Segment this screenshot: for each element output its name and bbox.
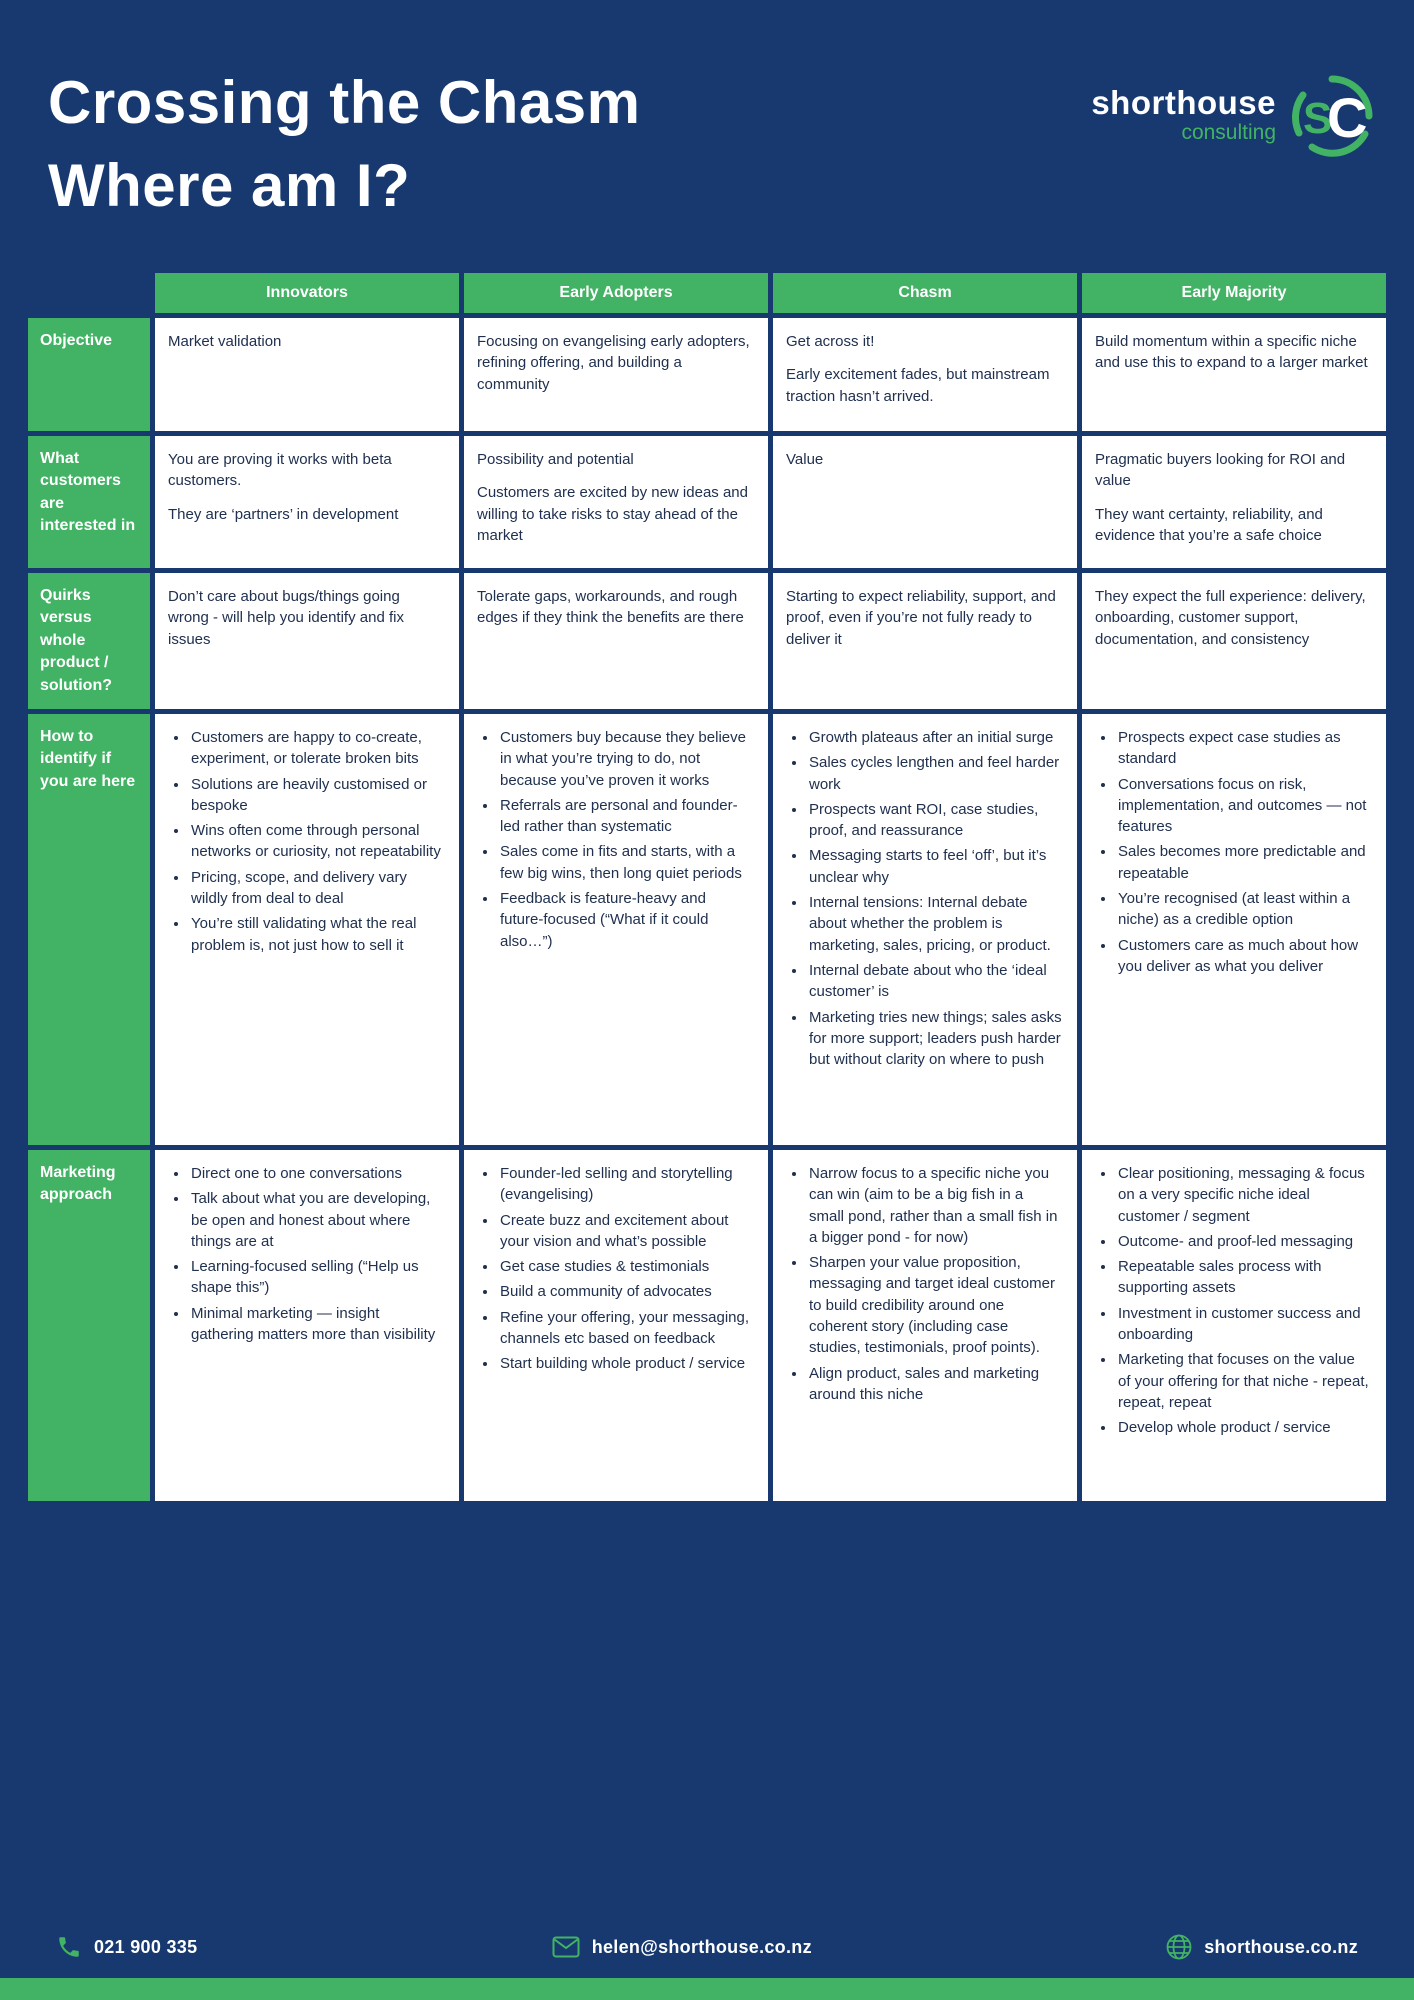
bullet-item: • Messaging starts to feel ‘off’, but it’s unclear why — [807, 845, 1062, 888]
bullet-item: • Solutions are heavily customised or bespoke — [189, 774, 444, 817]
bullet-list — [477, 1163, 753, 1375]
cell-paragraph: They want certainty, reliability, and evidence that you’re a safe choice — [1095, 505, 1323, 544]
bullet-item: • Minimal marketing — insight gathering matters more than visibility — [189, 1303, 444, 1346]
page-title — [48, 62, 640, 228]
bullet-item: • Feedback is feature-heavy and future-focused (“What if it could also…”) — [498, 888, 753, 952]
bullet-item: • You’re recognised (at least within a niche) as a credible option — [1116, 888, 1371, 931]
title-line-1: Crossing the Chasm — [48, 69, 641, 136]
cell-paragraph: Tolerate gaps, workarounds, and rough edges if they think the benefits are there — [477, 588, 744, 627]
bullet-item: • Talk about what you are developing, be open and honest about where things are at — [189, 1188, 444, 1252]
bullet-item: • Sales come in fits and starts, with a few big wins, then long quiet periods — [498, 841, 753, 884]
cell-paragraph: Build momentum within a specific niche and use this to expand to a larger market — [1095, 333, 1368, 372]
bullet-item: • Sales cycles lengthen and feel harder work — [807, 752, 1062, 795]
bullet-item: • Founder-led selling and storytelling (evangelising) — [498, 1163, 753, 1206]
bullet-item: • Align product, sales and marketing around this niche — [807, 1363, 1062, 1406]
cell-what-customers-are-interested-in-innovators — [155, 436, 459, 568]
row-header-marketing-approach: Marketing approach — [28, 1150, 150, 1501]
bullet-list — [168, 1163, 444, 1345]
cell-how-to-identify-if-you-are-here-innovators — [155, 714, 459, 1145]
cell-how-to-identify-if-you-are-here-early-adopters — [464, 714, 768, 1145]
bullet-item: • Conversations focus on risk, implementation, and outcomes — not features — [1116, 774, 1371, 838]
bullet-item: • You’re still validating what the real problem is, not just how to sell it — [189, 913, 444, 956]
cell-marketing-approach-early-majority — [1082, 1150, 1386, 1501]
cell-what-customers-are-interested-in-chasm — [773, 436, 1077, 568]
footer-email[interactable] — [552, 1936, 812, 1958]
cell-paragraph: Value — [786, 451, 824, 468]
bullet-item: • Clear positioning, messaging & focus on a very specific niche ideal customer / segment — [1116, 1163, 1371, 1227]
cell-how-to-identify-if-you-are-here-chasm — [773, 714, 1077, 1145]
bullet-item: • Sharpen your value proposition, messaging and target ideal customer to build credibility around one coherent story (including case studies, testimonials, proof points). — [807, 1252, 1062, 1358]
row-header-how-to-identify-if-you-are-here: How to identify if you are here — [28, 714, 150, 1145]
envelope-icon — [552, 1936, 580, 1958]
cell-marketing-approach-innovators — [155, 1150, 459, 1501]
cell-quirks-versus-whole-product-solution-early-adopters — [464, 573, 768, 709]
bullet-item: • Start building whole product / service — [498, 1353, 753, 1374]
cell-marketing-approach-chasm — [773, 1150, 1077, 1501]
row-header-objective: Objective — [28, 318, 150, 431]
bullet-item: • Growth plateaus after an initial surge — [807, 727, 1062, 748]
cell-paragraph: Possibility and potential — [477, 451, 634, 468]
bullet-list — [168, 727, 444, 956]
bullet-item: • Direct one to one conversations — [189, 1163, 444, 1184]
bullet-item: • Referrals are personal and founder-led rather than systematic — [498, 795, 753, 838]
footer — [56, 1934, 1358, 1960]
bullet-item: • Marketing that focuses on the value of your offering for that niche - repeat, repeat, repeat — [1116, 1349, 1371, 1413]
cell-what-customers-are-interested-in-early-majority — [1082, 436, 1386, 568]
bullet-item: • Pricing, scope, and delivery vary wildly from deal to deal — [189, 867, 444, 910]
svg-text:C: C — [1327, 86, 1368, 149]
bullet-item: • Develop whole product / service — [1116, 1417, 1371, 1438]
bullet-item: • Create buzz and excitement about your vision and what’s possible — [498, 1210, 753, 1253]
bullet-item: • Prospects want ROI, case studies, proof, and reassurance — [807, 799, 1062, 842]
bullet-list — [1095, 727, 1371, 977]
phone-number: 021 900 335 — [94, 1936, 198, 1957]
footer-website[interactable] — [1166, 1934, 1358, 1960]
column-header-innovators: Innovators — [155, 273, 459, 313]
cell-objective-innovators — [155, 318, 459, 431]
bullet-item: • Marketing tries new things; sales asks for more support; leaders push harder but without clarity on where to push — [807, 1007, 1062, 1071]
bullet-item: • Refine your offering, your messaging, channels etc based on feedback — [498, 1307, 753, 1350]
bullet-item: • Learning-focused selling (“Help us shape this”) — [189, 1256, 444, 1299]
title-line-2: Where am I? — [48, 151, 411, 219]
globe-icon — [1166, 1934, 1192, 1960]
sc-monogram-icon — [1290, 74, 1374, 158]
cell-quirks-versus-whole-product-solution-early-majority — [1082, 573, 1386, 709]
bullet-item: • Sales becomes more predictable and repeatable — [1116, 841, 1371, 884]
row-header-what-customers-are-interested-in: What customers are interested in — [28, 436, 150, 568]
cell-paragraph: You are proving it works with beta customers. — [168, 451, 392, 490]
table-corner-cell — [28, 273, 150, 313]
row-header-quirks-versus-whole-product-solution: Quirks versus whole product / solution? — [28, 573, 150, 709]
bullet-item: • Wins often come through personal networks or curiosity, not repeatability — [189, 820, 444, 863]
footer-phone[interactable] — [56, 1934, 197, 1960]
cell-objective-early-majority — [1082, 318, 1386, 431]
cell-marketing-approach-early-adopters — [464, 1150, 768, 1501]
cell-what-customers-are-interested-in-early-adopters — [464, 436, 768, 568]
bullet-item: • Customers care as much about how you deliver as what you deliver — [1116, 935, 1371, 978]
bullet-item: • Internal tensions: Internal debate about whether the problem is marketing, sales, pricing, or product. — [807, 892, 1062, 956]
cell-paragraph: Pragmatic buyers looking for ROI and value — [1095, 451, 1346, 490]
page-header — [48, 62, 1374, 228]
cell-quirks-versus-whole-product-solution-innovators — [155, 573, 459, 709]
bullet-item: • Repeatable sales process with supporting assets — [1116, 1256, 1371, 1299]
bullet-list — [1095, 1163, 1371, 1439]
logo-tagline-text: consulting — [1181, 121, 1276, 145]
cell-how-to-identify-if-you-are-here-early-majority — [1082, 714, 1386, 1145]
cell-paragraph: They expect the full experience: delivery, onboarding, customer support, documentation, and consistency — [1095, 588, 1366, 648]
column-header-early-adopters: Early Adopters — [464, 273, 768, 313]
bullet-item: • Narrow focus to a specific niche you can win (aim to be a big fish in a small pond, rather than a small fish in a bigger pond - for now) — [807, 1163, 1062, 1248]
bullet-item: • Customers buy because they believe in what you’re trying to do, not because you’ve proven it works — [498, 727, 753, 791]
bullet-list — [477, 727, 753, 952]
website-url: shorthouse.co.nz — [1204, 1936, 1358, 1957]
svg-text:S: S — [1303, 94, 1333, 143]
bullet-list — [786, 727, 1062, 1070]
bullet-list — [786, 1163, 1062, 1405]
logo-text — [1091, 83, 1276, 147]
cell-paragraph: Focusing on evangelising early adopters, refining offering, and building a community — [477, 333, 750, 393]
phone-icon — [56, 1934, 82, 1960]
bullet-item: • Internal debate about who the ‘ideal customer’ is — [807, 960, 1062, 1003]
column-header-early-majority: Early Majority — [1082, 273, 1386, 313]
cell-paragraph: Early excitement fades, but mainstream traction hasn’t arrived. — [786, 366, 1050, 405]
bullet-item: • Get case studies & testimonials — [498, 1256, 753, 1277]
cell-objective-chasm — [773, 318, 1077, 431]
chasm-table — [28, 273, 1386, 1501]
logo-brand-text: shorthouse — [1091, 83, 1276, 121]
bullet-item: • Build a community of advocates — [498, 1281, 753, 1302]
footer-accent-bar — [0, 1978, 1414, 2000]
cell-paragraph: Don’t care about bugs/things going wrong - will help you identify and fix issues — [168, 588, 404, 648]
cell-paragraph: They are ‘partners’ in development — [168, 505, 399, 523]
email-address: helen@shorthouse.co.nz — [591, 1936, 812, 1957]
bullet-item: • Investment in customer success and onboarding — [1116, 1303, 1371, 1346]
column-header-chasm: Chasm — [773, 273, 1077, 313]
cell-paragraph: Get across it! — [786, 333, 875, 350]
bullet-item: • Customers are happy to co-create, experiment, or tolerate broken bits — [189, 727, 444, 770]
bullet-item: • Prospects expect case studies as standard — [1116, 727, 1371, 770]
shorthouse-logo — [1091, 74, 1374, 158]
bullet-item: • Outcome- and proof-led messaging — [1116, 1231, 1371, 1252]
cell-quirks-versus-whole-product-solution-chasm — [773, 573, 1077, 709]
cell-paragraph: Customers are excited by new ideas and willing to take risks to stay ahead of the market — [477, 484, 748, 544]
cell-objective-early-adopters — [464, 318, 768, 431]
cell-paragraph: Market validation — [168, 333, 282, 350]
cell-paragraph: Starting to expect reliability, support, and proof, even if you’re not fully ready to deliver it — [786, 588, 1056, 648]
